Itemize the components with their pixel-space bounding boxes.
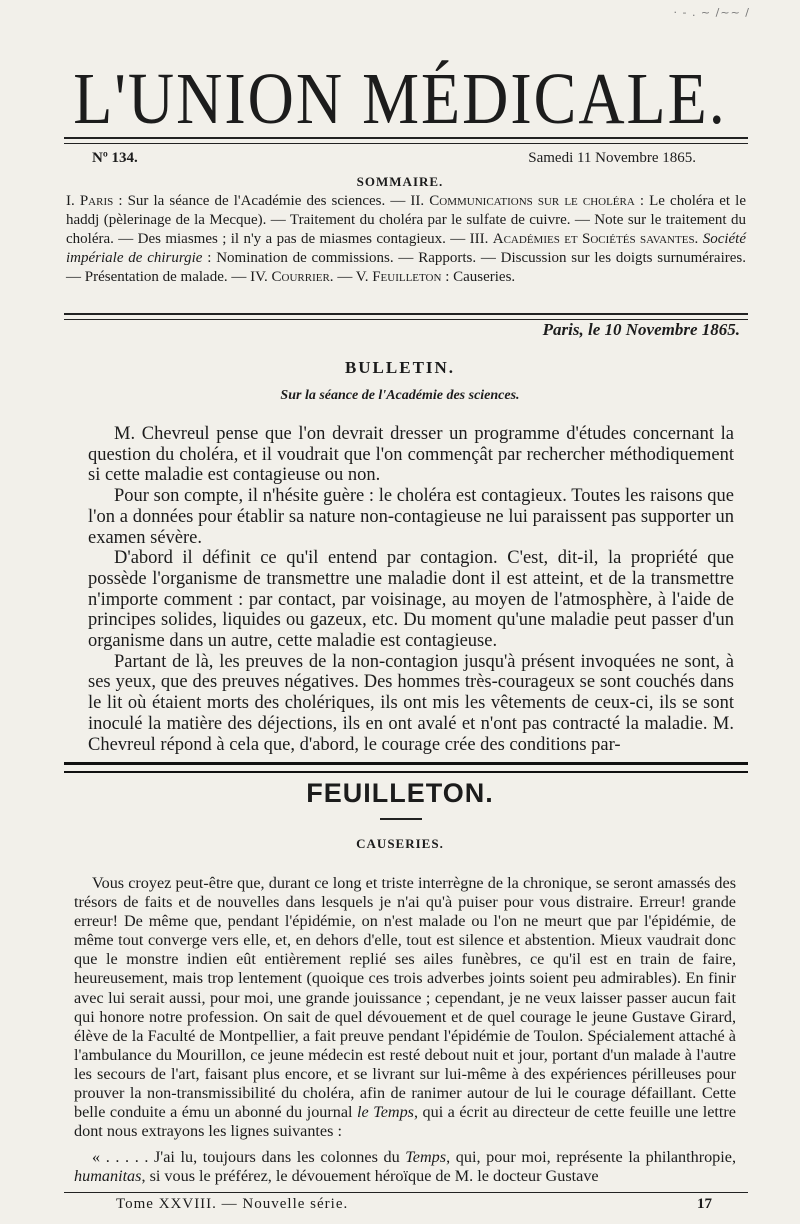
sommaire-text: : Nomination de commissions. — Rapports. — Discussion sur les doigts surnuméraires. — Présentation de malade. — IV. — [66, 250, 746, 285]
issue-number: Nº 134. — [92, 150, 138, 166]
bulletin-paragraph: D'abord il définit ce qu'il entend par contagion. C'est, dit-il, la propriété que possède l'organisme de transmettre une maladie dont il est atteint, et de la transmettre n'importe comment : par contact, par voisinage, au moyen de l'atmosphère, à l'aide de principes solides, liquides ou gazeux, etc. Du moment qu'une maladie peut passer d'un organisme dans un autre, cette maladie est contagieuse. — [88, 548, 734, 652]
sommaire-text: : Le choléra et le haddj (pèlerinage de la Mecque). — Traitement du choléra par le sulfate de cuivre. — Note sur le traitement du choléra. — Des miasmes ; il n'y a pas de miasmes contagieux. — III. — [66, 193, 747, 247]
feuilleton-text: , qui a écrit au directeur de cette feuille une lettre dont nous extrayons les lignes suivantes : — [74, 1103, 736, 1141]
feuilleton-paragraph — [74, 874, 736, 1141]
quote-text: , qui, pour moi, représente la philanthropie, — [446, 1148, 737, 1167]
sommaire-contents — [66, 192, 746, 287]
sommaire-society-name: Société impériale de chirurgie — [66, 231, 746, 266]
masthead-title: L'UNION MÉDICALE. — [73, 57, 727, 140]
sommaire-text: I. — [66, 193, 80, 209]
heading-dash — [380, 818, 422, 820]
sommaire-heading: SOMMAIRE. — [356, 174, 444, 189]
bulletin-paragraph: Partant de là, les preuves de la non-contagion jusqu'à présent invoquées ne sont, à ses yeux, que des preuves négatives. Des hommes très-courageux se sont couchés dans le lit où étaient morts des cholériques, ils ont mis les vêtements de ceux-ci, ils se sont inoculé la matière des déjections, ils en ont avalé et n'ont pas contracté la maladie. M. Chevreul répond à cela que, d'abord, le courage crée des conditions par- — [88, 651, 734, 755]
sommaire-section-label: Communications sur le choléra — [429, 193, 635, 209]
feuilleton-text: Vous croyez peut-être que, durant ce long et triste interrègne de la chronique, se seront amassés des trésors de faits et de nouvelles dans lesquels je n'ai qu'à puiser pour vous distraire. Erreur! grande erreur! De même que, pendant l'épidémie, on n'est malade ou l'on ne meurt que par l'épidémie, de même tout converge vers elle, et, en dehors d'elle, tout est silence et abstention. Mieux vaudrait donc que le monstre indien eût entièrement replié ses ailes funèbres, ce qu'il est en train de faire, heureusement, mais trop lentement (quoique ces trois adverbes joints soient peu admirables). En finir avec lui serait aussi, pour moi, une grande jouissance ; cependant, je ne veux laisser passer aucun fait qui honore notre profession. On sait de quel dévouement et de quel courage le jeune Gustave Girard, élève de la Faculté de Montpellier, a fait preuve pendant l'épidémie de Toulon. Spécialement attaché à l'ambulance du Mourillon, ce jeune médecin est resté debout nuit et jour, portant d'un malade à l'autre les secours de l'art, faisant plus encore, et se livrant sur lui-même à des expériences périlleuses pour prouver la non-transmissibilité du choléra, afin de ranimer autour de lui le courage défaillant. Cette belle conduite a ému un abonné du journal — [74, 874, 736, 1122]
bulletin-heading: BULLETIN. — [344, 358, 456, 377]
sommaire-text: : Causeries. — [441, 269, 516, 285]
causeries-heading: CAUSERIES. — [356, 836, 444, 851]
sommaire-rule — [64, 313, 748, 320]
bulletin-paragraph: M. Chevreul pense que l'on devrait dresser un programme d'études concernant la question du choléra, et il voudrait que l'on commençât par rechercher méthodiquement si cette maladie est contagieuse ou non. — [88, 424, 734, 486]
bulletin-subheading: Sur la séance de l'Académie des sciences. — [280, 388, 520, 403]
feuilleton-heading: FEUILLETON. — [306, 778, 494, 808]
sommaire-text: : Sur la séance de l'Académie des sciences. — II. — [113, 193, 430, 209]
sommaire-section-label: Paris — [79, 193, 114, 209]
sommaire-section-label: Feuilleton — [372, 269, 442, 285]
quote-text: « . . . . . J'ai lu, toujours dans les colonnes du — [92, 1148, 406, 1167]
corner-pencil-mark: · - . ~ /~~ / — [673, 6, 750, 19]
issue-date: Samedi 11 Novembre 1865. — [528, 150, 696, 166]
feuilleton-body — [74, 874, 736, 1187]
latin-word: humanitas — [74, 1167, 142, 1186]
page-number: 17 — [697, 1196, 712, 1212]
footer-volume: Tome XXVIII. — Nouvelle série. — [116, 1196, 349, 1212]
sommaire-section-label: Courrier. — [271, 269, 334, 285]
feuilleton-quote — [74, 1148, 736, 1186]
sommaire-text: — V. — [333, 269, 373, 285]
journal-name: le Temps — [357, 1103, 414, 1122]
masthead-rule — [64, 137, 748, 144]
bulletin-paragraph: Pour son compte, il n'hésite guère : le choléra est contagieux. Toutes les raisons que l'on a données pour établir sa nature non-contagieuse ne lui paraissent pas supporter un examen sévère. — [88, 486, 734, 548]
quote-text: , si vous le préférez, le dévouement héroïque de M. le docteur Gustave — [141, 1167, 599, 1186]
bulletin-dateline: Paris, le 10 Novembre 1865. — [542, 320, 740, 339]
journal-name: Temps — [405, 1148, 447, 1167]
bulletin-body — [88, 424, 734, 755]
sommaire-section-label: Académies et Sociétés savantes. — [492, 231, 699, 247]
feuilleton-divider — [64, 762, 748, 773]
footer-rule — [64, 1192, 748, 1193]
